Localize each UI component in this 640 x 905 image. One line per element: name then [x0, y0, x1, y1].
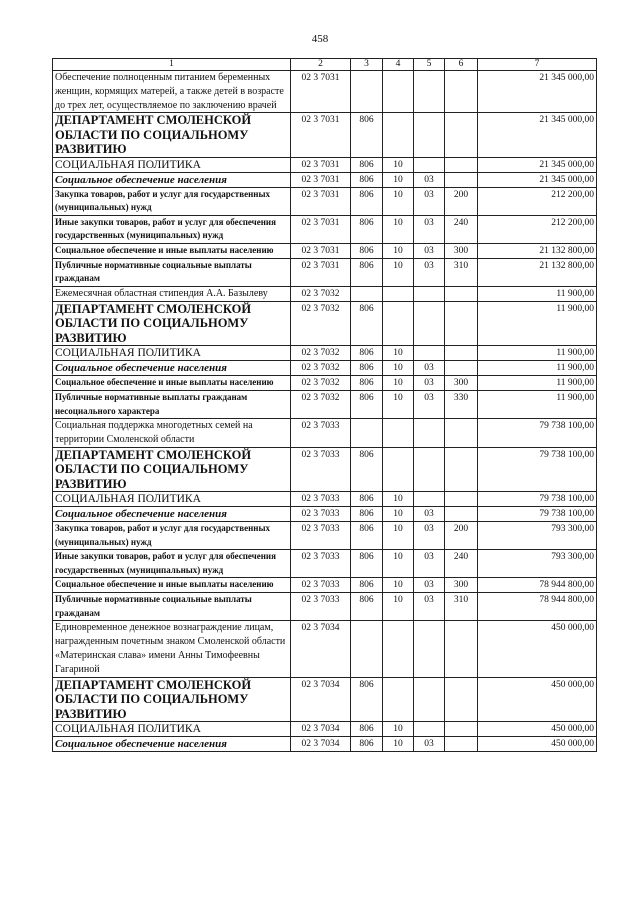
row-name-cell: Публичные нормативные социальные выплаты гражданам — [53, 258, 291, 286]
table-row — [53, 346, 597, 361]
table-row — [53, 258, 597, 286]
grbs-cell: 806 — [351, 737, 383, 752]
row-name-cell: Закупка товаров, работ и услуг для государственных (муниципальных) нужд — [53, 522, 291, 550]
row-name-cell: ДЕПАРТАМЕНТ СМОЛЕНСКОЙ ОБЛАСТИ ПО СОЦИАЛЬНОМУ РАЗВИТИЮ — [53, 677, 291, 722]
target-code-cell: 02 3 7034 — [291, 621, 351, 677]
expense-type-cell: 240 — [445, 215, 478, 243]
subsection-cell — [414, 71, 445, 113]
row-name-cell: Иные закупки товаров, работ и услуг для обеспечения государственных (муниципальных) нужд — [53, 550, 291, 578]
grbs-cell: 806 — [351, 550, 383, 578]
row-name-cell: Иные закупки товаров, работ и услуг для обеспечения государственных (муниципальных) нужд — [53, 215, 291, 243]
subsection-cell — [414, 157, 445, 172]
table-row — [53, 550, 597, 578]
row-name-cell: ДЕПАРТАМЕНТ СМОЛЕНСКОЙ ОБЛАСТИ ПО СОЦИАЛЬНОМУ РАЗВИТИЮ — [53, 113, 291, 158]
table-row — [53, 447, 597, 492]
row-name-cell: СОЦИАЛЬНАЯ ПОЛИТИКА — [53, 157, 291, 172]
section-cell: 10 — [383, 507, 414, 522]
amount-cell: 450 000,00 — [478, 677, 597, 722]
target-code-cell: 02 3 7032 — [291, 391, 351, 419]
amount-cell: 450 000,00 — [478, 722, 597, 737]
grbs-cell: 806 — [351, 187, 383, 215]
table-row — [53, 71, 597, 113]
page-number: 458 — [311, 33, 329, 45]
table-row — [53, 419, 597, 448]
amount-cell: 212 200,00 — [478, 187, 597, 215]
target-code-cell: 02 3 7032 — [291, 361, 351, 376]
amount-cell: 11 900,00 — [478, 391, 597, 419]
row-name-cell: Социальное обеспечение и иные выплаты населению — [53, 376, 291, 391]
target-code-cell: 02 3 7031 — [291, 157, 351, 172]
target-code-cell: 02 3 7031 — [291, 258, 351, 286]
target-code-cell: 02 3 7033 — [291, 492, 351, 507]
section-cell — [383, 677, 414, 722]
section-cell: 10 — [383, 593, 414, 621]
section-cell — [383, 71, 414, 113]
table-row — [53, 361, 597, 376]
header-cell: 5 — [414, 59, 445, 71]
subsection-cell — [414, 419, 445, 448]
grbs-cell: 806 — [351, 391, 383, 419]
subsection-cell: 03 — [414, 507, 445, 522]
expense-type-cell — [445, 157, 478, 172]
header-cell: 1 — [53, 59, 291, 71]
section-cell: 10 — [383, 522, 414, 550]
subsection-cell: 03 — [414, 593, 445, 621]
expense-type-cell — [445, 286, 478, 301]
subsection-cell: 03 — [414, 550, 445, 578]
section-cell: 10 — [383, 187, 414, 215]
row-name-cell: СОЦИАЛЬНАЯ ПОЛИТИКА — [53, 346, 291, 361]
subsection-cell: 03 — [414, 187, 445, 215]
expense-type-cell — [445, 507, 478, 522]
header-cell: 4 — [383, 59, 414, 71]
target-code-cell: 02 3 7034 — [291, 737, 351, 752]
table-row — [53, 113, 597, 158]
expense-type-cell: 300 — [445, 243, 478, 258]
amount-cell: 21 345 000,00 — [478, 172, 597, 187]
table-row — [53, 677, 597, 722]
amount-cell: 21 132 800,00 — [478, 243, 597, 258]
table-row — [53, 301, 597, 346]
grbs-cell: 806 — [351, 113, 383, 158]
grbs-cell: 806 — [351, 361, 383, 376]
row-name-cell: ДЕПАРТАМЕНТ СМОЛЕНСКОЙ ОБЛАСТИ ПО СОЦИАЛЬНОМУ РАЗВИТИЮ — [53, 447, 291, 492]
subsection-cell — [414, 492, 445, 507]
subsection-cell — [414, 722, 445, 737]
grbs-cell: 806 — [351, 578, 383, 593]
table-row — [53, 507, 597, 522]
section-cell: 10 — [383, 550, 414, 578]
section-cell — [383, 286, 414, 301]
table-row — [53, 391, 597, 419]
grbs-cell: 806 — [351, 593, 383, 621]
expense-type-cell: 240 — [445, 550, 478, 578]
target-code-cell: 02 3 7031 — [291, 187, 351, 215]
grbs-cell: 806 — [351, 301, 383, 346]
subsection-cell: 03 — [414, 391, 445, 419]
target-code-cell: 02 3 7033 — [291, 507, 351, 522]
expense-type-cell: 200 — [445, 187, 478, 215]
target-code-cell: 02 3 7031 — [291, 215, 351, 243]
row-name-cell: Социальное обеспечение населения — [53, 172, 291, 187]
section-cell — [383, 113, 414, 158]
grbs-cell — [351, 621, 383, 677]
header-cell: 3 — [351, 59, 383, 71]
section-cell: 10 — [383, 346, 414, 361]
table-row — [53, 722, 597, 737]
subsection-cell — [414, 301, 445, 346]
row-name-cell: СОЦИАЛЬНАЯ ПОЛИТИКА — [53, 492, 291, 507]
target-code-cell: 02 3 7033 — [291, 550, 351, 578]
grbs-cell: 806 — [351, 172, 383, 187]
expense-type-cell — [445, 419, 478, 448]
section-cell: 10 — [383, 172, 414, 187]
target-code-cell: 02 3 7032 — [291, 346, 351, 361]
table-row — [53, 187, 597, 215]
table-row — [53, 215, 597, 243]
target-code-cell: 02 3 7031 — [291, 71, 351, 113]
amount-cell: 212 200,00 — [478, 215, 597, 243]
grbs-cell: 806 — [351, 157, 383, 172]
target-code-cell: 02 3 7032 — [291, 376, 351, 391]
grbs-cell — [351, 419, 383, 448]
subsection-cell — [414, 447, 445, 492]
subsection-cell — [414, 113, 445, 158]
section-cell: 10 — [383, 578, 414, 593]
amount-cell: 11 900,00 — [478, 361, 597, 376]
amount-cell: 11 900,00 — [478, 301, 597, 346]
row-name-cell: Обеспечение полноценным питанием беременных женщин, кормящих матерей, а также детей в возрасте до трех лет, осуществляемое по заключению врачей — [53, 71, 291, 113]
target-code-cell: 02 3 7032 — [291, 301, 351, 346]
table-row — [53, 578, 597, 593]
amount-cell: 78 944 800,00 — [478, 578, 597, 593]
row-name-cell: СОЦИАЛЬНАЯ ПОЛИТИКА — [53, 722, 291, 737]
header-row — [53, 59, 597, 71]
expense-type-cell — [445, 172, 478, 187]
row-name-cell: Ежемесячная областная стипендия А.А. Базылеву — [53, 286, 291, 301]
table-row — [53, 286, 597, 301]
amount-cell: 79 738 100,00 — [478, 419, 597, 448]
target-code-cell: 02 3 7031 — [291, 113, 351, 158]
grbs-cell — [351, 71, 383, 113]
header-cell: 6 — [445, 59, 478, 71]
grbs-cell: 806 — [351, 346, 383, 361]
expense-type-cell: 330 — [445, 391, 478, 419]
amount-cell: 79 738 100,00 — [478, 447, 597, 492]
amount-cell: 21 345 000,00 — [478, 157, 597, 172]
header-cell: 2 — [291, 59, 351, 71]
amount-cell: 21 345 000,00 — [478, 113, 597, 158]
table-row — [53, 492, 597, 507]
expense-type-cell — [445, 346, 478, 361]
grbs-cell: 806 — [351, 492, 383, 507]
subsection-cell: 03 — [414, 361, 445, 376]
table-row — [53, 243, 597, 258]
grbs-cell: 806 — [351, 447, 383, 492]
subsection-cell — [414, 286, 445, 301]
target-code-cell: 02 3 7033 — [291, 419, 351, 448]
section-cell: 10 — [383, 243, 414, 258]
subsection-cell: 03 — [414, 243, 445, 258]
target-code-cell: 02 3 7031 — [291, 243, 351, 258]
expense-type-cell — [445, 722, 478, 737]
expense-type-cell — [445, 113, 478, 158]
row-name-cell: Социальное обеспечение и иные выплаты населению — [53, 578, 291, 593]
amount-cell: 21 345 000,00 — [478, 71, 597, 113]
target-code-cell: 02 3 7031 — [291, 172, 351, 187]
expense-type-cell — [445, 621, 478, 677]
row-name-cell: Публичные нормативные выплаты гражданам несоциального характера — [53, 391, 291, 419]
row-name-cell: Социальное обеспечение и иные выплаты населению — [53, 243, 291, 258]
expense-type-cell: 200 — [445, 522, 478, 550]
table-row — [53, 522, 597, 550]
expense-type-cell: 310 — [445, 593, 478, 621]
table-row — [53, 376, 597, 391]
expense-type-cell: 310 — [445, 258, 478, 286]
grbs-cell: 806 — [351, 677, 383, 722]
table-row — [53, 593, 597, 621]
target-code-cell: 02 3 7033 — [291, 593, 351, 621]
amount-cell: 79 738 100,00 — [478, 507, 597, 522]
section-cell — [383, 419, 414, 448]
row-name-cell: Закупка товаров, работ и услуг для государственных (муниципальных) нужд — [53, 187, 291, 215]
grbs-cell — [351, 286, 383, 301]
header-cell: 7 — [478, 59, 597, 71]
amount-cell: 450 000,00 — [478, 737, 597, 752]
table-row — [53, 157, 597, 172]
amount-cell: 11 900,00 — [478, 286, 597, 301]
section-cell: 10 — [383, 258, 414, 286]
target-code-cell: 02 3 7034 — [291, 677, 351, 722]
amount-cell: 79 738 100,00 — [478, 492, 597, 507]
row-name-cell: Социальная поддержка многодетных семей на территории Смоленской области — [53, 419, 291, 448]
subsection-cell: 03 — [414, 522, 445, 550]
expense-type-cell: 300 — [445, 376, 478, 391]
expense-type-cell — [445, 71, 478, 113]
expense-type-cell — [445, 447, 478, 492]
grbs-cell: 806 — [351, 215, 383, 243]
section-cell: 10 — [383, 157, 414, 172]
expense-type-cell — [445, 677, 478, 722]
section-cell: 10 — [383, 737, 414, 752]
row-name-cell: ДЕПАРТАМЕНТ СМОЛЕНСКОЙ ОБЛАСТИ ПО СОЦИАЛЬНОМУ РАЗВИТИЮ — [53, 301, 291, 346]
grbs-cell: 806 — [351, 507, 383, 522]
expense-type-cell: 300 — [445, 578, 478, 593]
section-cell: 10 — [383, 376, 414, 391]
section-cell — [383, 301, 414, 346]
subsection-cell: 03 — [414, 578, 445, 593]
expense-type-cell — [445, 492, 478, 507]
subsection-cell: 03 — [414, 172, 445, 187]
amount-cell: 11 900,00 — [478, 376, 597, 391]
subsection-cell: 03 — [414, 737, 445, 752]
budget-table — [52, 58, 597, 752]
row-name-cell: Социальное обеспечение населения — [53, 507, 291, 522]
amount-cell: 450 000,00 — [478, 621, 597, 677]
section-cell — [383, 621, 414, 677]
amount-cell: 793 300,00 — [478, 522, 597, 550]
target-code-cell: 02 3 7034 — [291, 722, 351, 737]
target-code-cell: 02 3 7033 — [291, 522, 351, 550]
section-cell — [383, 447, 414, 492]
grbs-cell: 806 — [351, 376, 383, 391]
subsection-cell: 03 — [414, 258, 445, 286]
expense-type-cell — [445, 737, 478, 752]
section-cell: 10 — [383, 391, 414, 419]
table-row — [53, 172, 597, 187]
subsection-cell — [414, 346, 445, 361]
expense-type-cell — [445, 361, 478, 376]
table-row — [53, 621, 597, 677]
grbs-cell: 806 — [351, 243, 383, 258]
subsection-cell: 03 — [414, 215, 445, 243]
section-cell: 10 — [383, 215, 414, 243]
section-cell: 10 — [383, 492, 414, 507]
table-row — [53, 737, 597, 752]
subsection-cell — [414, 677, 445, 722]
subsection-cell: 03 — [414, 376, 445, 391]
section-cell: 10 — [383, 722, 414, 737]
target-code-cell: 02 3 7033 — [291, 447, 351, 492]
row-name-cell: Публичные нормативные социальные выплаты гражданам — [53, 593, 291, 621]
grbs-cell: 806 — [351, 258, 383, 286]
subsection-cell — [414, 621, 445, 677]
section-cell: 10 — [383, 361, 414, 376]
row-name-cell: Единовременное денежное вознаграждение лицам, награжденным почетным знаком Смоленской области «Материнская слава» имени Анны Тимофеевны Гагариной — [53, 621, 291, 677]
amount-cell: 11 900,00 — [478, 346, 597, 361]
amount-cell: 21 132 800,00 — [478, 258, 597, 286]
target-code-cell: 02 3 7032 — [291, 286, 351, 301]
grbs-cell: 806 — [351, 522, 383, 550]
expense-type-cell — [445, 301, 478, 346]
grbs-cell: 806 — [351, 722, 383, 737]
amount-cell: 793 300,00 — [478, 550, 597, 578]
row-name-cell: Социальное обеспечение населения — [53, 737, 291, 752]
amount-cell: 78 944 800,00 — [478, 593, 597, 621]
row-name-cell: Социальное обеспечение населения — [53, 361, 291, 376]
target-code-cell: 02 3 7033 — [291, 578, 351, 593]
